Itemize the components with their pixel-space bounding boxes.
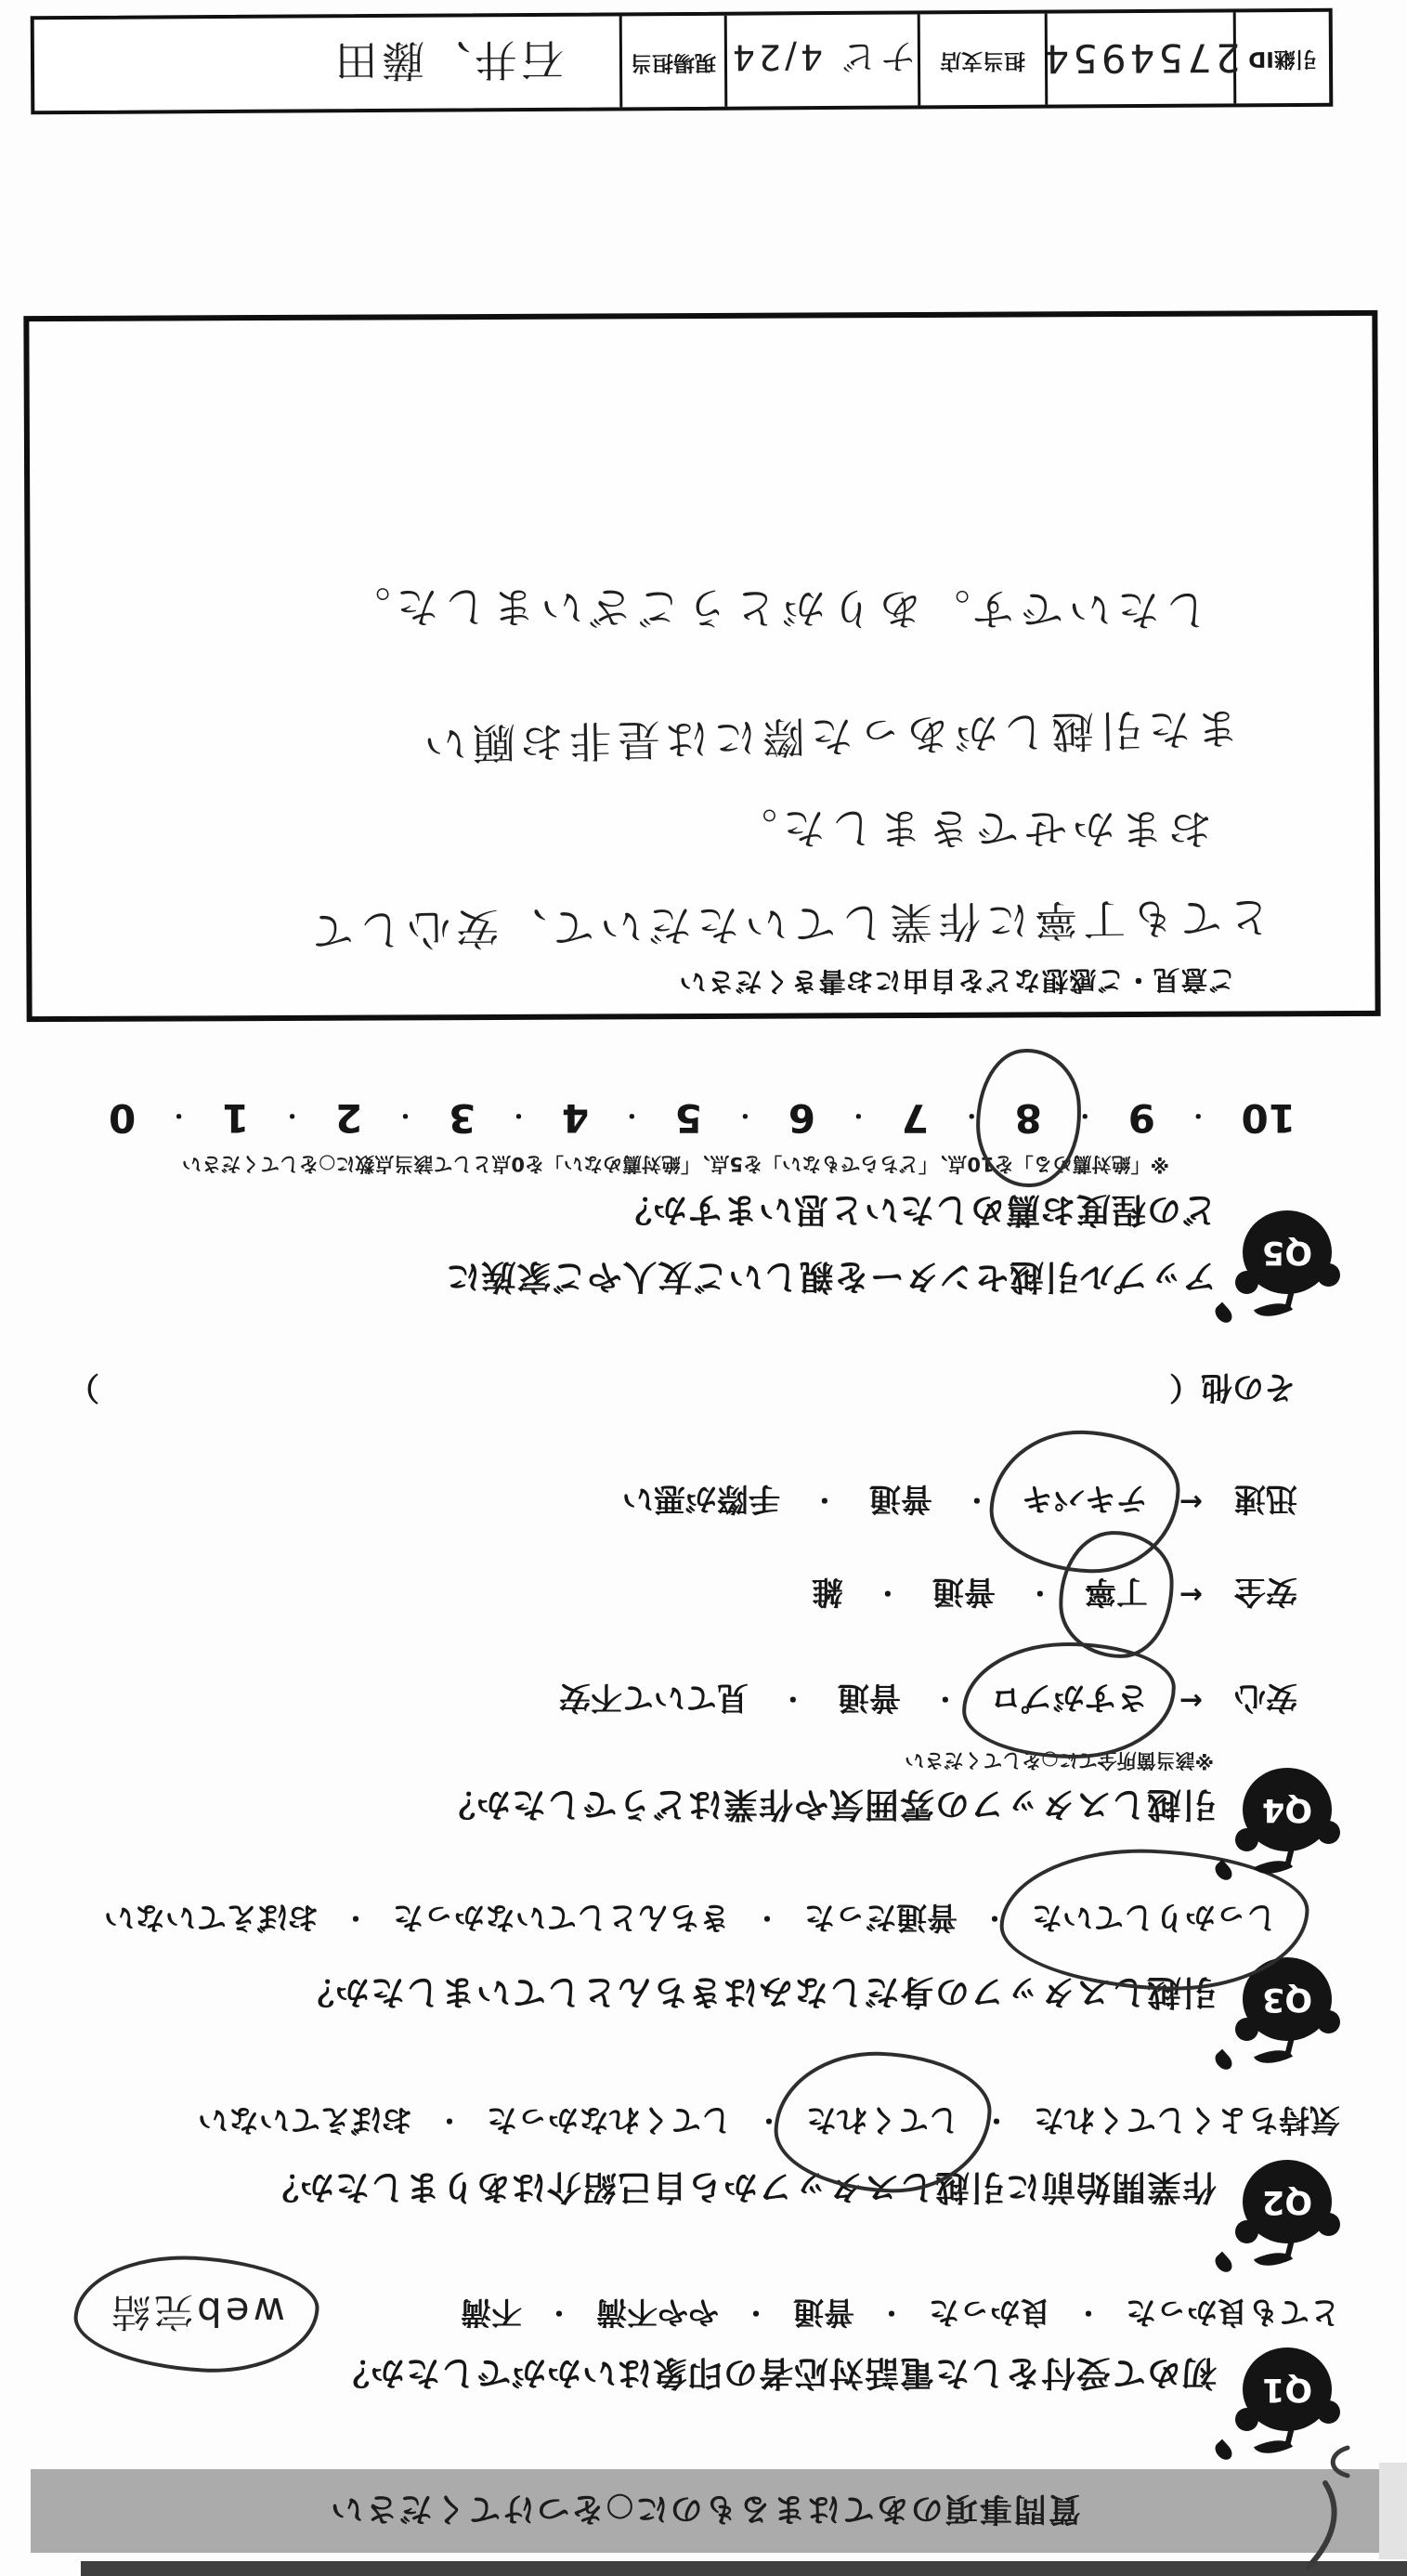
option-text: とても良かった (1126, 2295, 1340, 2331)
q5-badge-label: Q5 (1261, 1234, 1313, 1271)
option-separator: ・ (436, 2105, 462, 2137)
q2-title: 作業開始前に引越しスタッフから自己紹介はありましたか？ (264, 2167, 1217, 2207)
handover-id-value-cell (1040, 12, 1241, 104)
q2-options (198, 2100, 1340, 2144)
handwritten-comment-line: また引越しがあった際には是非お願い (418, 702, 1240, 770)
option-separator: ・ (1026, 1577, 1053, 1609)
handover-id-label: 引継ID (1248, 46, 1317, 72)
q3-badge-label: Q3 (1261, 1981, 1313, 2018)
site-staff-value-cell (34, 16, 623, 111)
scale-value: 3 (448, 1095, 476, 1141)
site-staff-value: 石井、藤田 (331, 33, 565, 86)
badge-droplet-icon (1212, 1860, 1235, 1884)
q2-badge (1224, 2151, 1337, 2269)
option-text: 普通 (837, 1679, 901, 1716)
q4-note: ※該当箇所全てに○をしてください (905, 1749, 1214, 1772)
option-separator: ・ (779, 1683, 806, 1715)
pen-checkmark-icon (1283, 2442, 1375, 2572)
circled-option: しっかりしていた (1032, 1898, 1277, 1942)
badge-droplet-icon (1212, 2252, 1235, 2276)
handwritten-comment-line: したいです。ありがとうございました。 (342, 581, 1208, 635)
handover-table (31, 8, 1334, 115)
option-text: 普通 (868, 1480, 932, 1517)
scale-value: 7 (901, 1095, 929, 1141)
option-separator: ・ (983, 2105, 1010, 2137)
q4-badge-label: Q4 (1261, 1791, 1313, 1828)
option-text: 手際が悪い (621, 1480, 780, 1517)
option-separator: ・ (874, 1577, 901, 1609)
option-text: 不満 (460, 2295, 522, 2331)
q1-options (461, 2293, 1340, 2336)
badge-droplet-icon (1212, 2439, 1235, 2464)
scale-separator: ・ (620, 1103, 644, 1129)
option-text: 普通 (792, 2295, 854, 2331)
option-separator: ・ (811, 1484, 838, 1516)
circled-option: してくれた (806, 2100, 959, 2144)
q4-other-open: その他（ (1169, 1368, 1296, 1406)
option-text: 気持ちよくしてくれた (1034, 2102, 1340, 2138)
badge-droplet-icon (1212, 2049, 1235, 2073)
option-separator: ・ (545, 2297, 572, 2329)
circled-option: テキパキ (1022, 1479, 1148, 1524)
row-label: 迅速 (1234, 1480, 1297, 1517)
q5-note: ※「絶対薦める」を10点、「どちらでもない」を5点、「絶対薦めない」を0点として該当点数に○をしてください (182, 1153, 1169, 1175)
option-separator: ・ (755, 2105, 782, 2137)
nps-scale (109, 1095, 1296, 1141)
scan-edge-smudge (1379, 2463, 1407, 2559)
scale-separator: ・ (1074, 1103, 1097, 1129)
q3-options (104, 1898, 1277, 1942)
scale-separator: ・ (960, 1103, 984, 1129)
q4-title: 引越しスタッフの雰囲気や作業はどうでしたか？ (440, 1785, 1217, 1824)
row-label: 安全 (1234, 1573, 1297, 1610)
scale-value: 10 (1241, 1095, 1296, 1141)
option-text: おぼえていない (103, 1900, 319, 1936)
option-separator: ・ (981, 1903, 1008, 1934)
site-staff-label-cell (622, 16, 728, 108)
arrow-icon: ← (1179, 1578, 1203, 1611)
option-text: 普通 (931, 1573, 996, 1610)
q4-row-anshin (559, 1678, 1297, 1723)
q4-other-close: ） (68, 1368, 99, 1406)
branch-value: ナビ 4/24 (728, 35, 917, 79)
site-staff-label: 現場担当 (630, 49, 717, 75)
option-text: やや不満 (595, 2295, 719, 2331)
q1-badge-label: Q1 (1261, 2371, 1313, 2408)
branch-value-cell (727, 14, 921, 106)
scale-value: 6 (788, 1095, 815, 1141)
q5-title-line2: どの程度お薦めしたいと思いますか？ (617, 1190, 1217, 1230)
scale-separator: ・ (167, 1103, 190, 1129)
handwritten-comment-line: とても丁寧に作業していただいて、安心して (305, 891, 1271, 957)
branch-label: 担当支店 (939, 47, 1026, 73)
branch-label-cell (920, 14, 1049, 106)
q4-badge (1224, 1759, 1337, 1877)
option-separator: ・ (963, 1484, 990, 1516)
option-text: きちんとしていなかった (392, 1900, 730, 1936)
scale-separator: ・ (734, 1103, 757, 1129)
scale-value: 1 (221, 1095, 250, 1141)
scale-value: 0 (109, 1095, 137, 1141)
q3-title: 引越しスタッフの身だしなみはきちんとしていましたか？ (299, 1972, 1217, 2012)
q2-badge-label: Q2 (1261, 2183, 1313, 2220)
q1-badge (1224, 2338, 1337, 2457)
q5-badge (1224, 1201, 1337, 1320)
q1-title: 初めて受付をした電話対応者の印象はいかがでしたか？ (334, 2353, 1217, 2393)
q4-row-anzen (812, 1572, 1297, 1617)
scale-value: 4 (561, 1095, 590, 1141)
comment-box-label: ご意見・ご感想などを自由にお書きください (678, 963, 1236, 999)
option-text: 雑 (811, 1573, 843, 1610)
instruction-banner (31, 2469, 1379, 2553)
arrow-icon: ← (1179, 1684, 1203, 1717)
scan-edge-strip (81, 2561, 1407, 2576)
instruction-banner-text: 質問事項のあてはまるものに○をつけてください (329, 2490, 1081, 2527)
comment-box (23, 310, 1380, 1022)
q5-title-line1: アップル引越センターを親しいご友人やご家族に (445, 1257, 1217, 1297)
q1-handwritten-answer: web完結 (108, 2286, 285, 2342)
option-separator: ・ (1075, 2297, 1101, 2329)
scale-separator: ・ (280, 1103, 304, 1129)
option-text: 普通だった (803, 1900, 958, 1936)
handover-id-label-cell (1236, 12, 1330, 104)
option-text: おぼえていない (197, 2102, 412, 2138)
option-text: 良かった (928, 2295, 1051, 2331)
badge-droplet-icon (1212, 1302, 1235, 1327)
option-separator: ・ (931, 1683, 958, 1715)
option-separator: ・ (753, 1903, 780, 1934)
option-separator: ・ (342, 1903, 369, 1934)
scale-separator: ・ (507, 1103, 530, 1129)
circled-option: 丁寧 (1085, 1572, 1148, 1617)
scale-separator: ・ (394, 1103, 417, 1129)
q4-row-jinsoku (622, 1479, 1297, 1524)
scale-separator: ・ (1187, 1103, 1210, 1129)
scale-value: 5 (674, 1095, 703, 1141)
circled-scale-value: 8 (1014, 1095, 1042, 1141)
handwritten-comment-line: おまかせできました。 (728, 803, 1212, 855)
scale-value: 9 (1127, 1095, 1155, 1141)
option-text: 見ていて不安 (558, 1679, 749, 1716)
q3-badge (1224, 1948, 1337, 2067)
arrow-icon: ← (1179, 1485, 1203, 1518)
scale-value: 2 (334, 1095, 363, 1141)
option-text: してくれなかった (486, 2102, 732, 2138)
circled-option: さすがプロ (990, 1678, 1148, 1723)
handover-id-value: 2754954 (1040, 34, 1241, 83)
scale-separator: ・ (847, 1103, 870, 1129)
option-separator: ・ (742, 2297, 769, 2329)
row-label: 安心 (1234, 1679, 1297, 1716)
option-separator: ・ (878, 2297, 905, 2329)
